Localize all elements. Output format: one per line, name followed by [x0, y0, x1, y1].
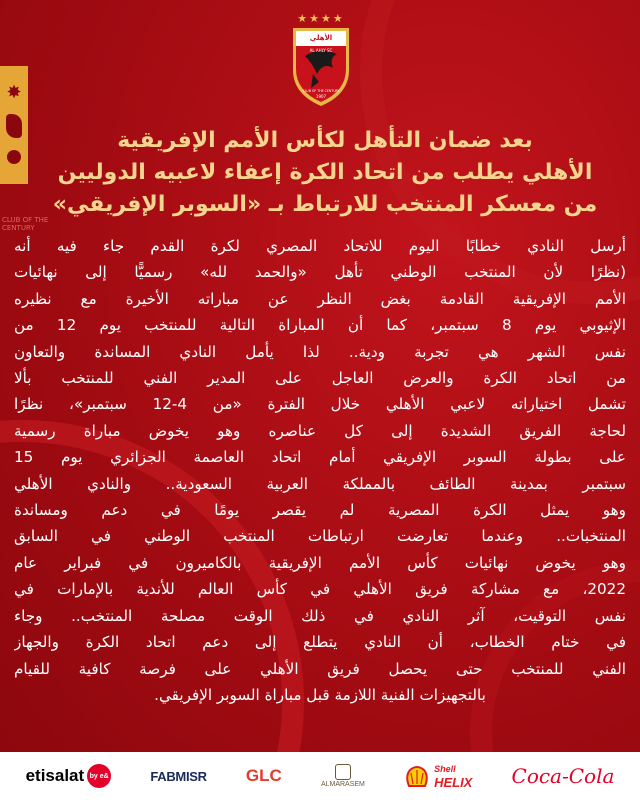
article-line: (نظرًا لأن المنتخب الوطني تأهل «والحمد لله» رسميًّا إلى نهائيات: [14, 263, 626, 282]
almarasem-label: ALMARASEM: [320, 781, 365, 788]
article-line: 2022، مع مشاركة فريق الأهلي في كأس العالم للأندية بالإمارات في: [14, 580, 626, 599]
article-line: أرسل النادي خطابًا اليوم للاتحاد المصري لكرة القدم جاء فيه أنه: [14, 237, 626, 255]
article-line: المنتخبات.. وعندما تعارضت ارتباطات المنتخب الوطني في السابق: [14, 527, 626, 546]
headline-line: بعد ضمان التأهل لكأس الأمم الإفريقية: [117, 128, 533, 153]
svg-text:AL AHLY SC: AL AHLY SC: [309, 48, 333, 53]
article-line: الإثيوبي يوم 8 سبتمبر، كما أن المباراة التالية للمنتخب يوم 12 من: [14, 316, 626, 335]
article-line: وهو يخوض نهائيات كأس الأمم الإفريقية بالكاميرون في فبراير عام: [14, 553, 626, 572]
svg-text:CLUB OF THE CENTURY: CLUB OF THE CENTURY: [302, 89, 340, 93]
article-line: وهو يمثل الكرة المصرية لم يقصر يومًا في دعم ومساندة: [14, 501, 626, 520]
article-line: نفس التوقيت، آثر النادي في ذلك الوقت مصلحة المنتخب.. وجاء: [14, 606, 626, 625]
sponsor-shell-helix[interactable]: [404, 763, 472, 789]
article-line: تشمل اختياراته لاعبي الأهلي خلال الفترة «من 4-12 سبتمبر»، نظرًا: [14, 395, 626, 414]
sponsor-almarasem[interactable]: [321, 764, 365, 788]
article-line: نفس الشهر هي تجربة ودية.. لذا يأمل النادي المساندة والتعاون: [14, 342, 626, 361]
etisalat-logo: etisalat: [25, 766, 85, 785]
e-and-badge-icon: by e&: [87, 764, 111, 788]
headline: [30, 125, 620, 221]
article-line: الأمم الإفريقية القادمة بغض النظر عن مباراته الأخيرة مع نظيره: [14, 289, 626, 308]
article-line: لحاجة الفريق الشديدة إلى كل عناصره وهو يخوض مباراة رسمية: [14, 421, 626, 440]
headline-line: الأهلي يطلب من اتحاد الكرة إعفاء لاعبيه الدوليين: [57, 160, 593, 185]
almarasem-icon: [335, 764, 351, 780]
sponsors-bar: [0, 752, 640, 800]
sponsor-etisalat[interactable]: [26, 764, 112, 788]
club-crest: [283, 12, 359, 108]
eagle-icon: [6, 114, 22, 138]
svg-text:1907: 1907: [315, 94, 327, 99]
article-body: [14, 233, 626, 708]
article-line: سبتمبر بمدينة الطائف بالمملكة العربية السعودية.. والنادي الأهلي: [14, 474, 626, 493]
al-ahly-crest-icon: [283, 12, 359, 108]
helix-logo: Shell HELIX: [434, 764, 473, 790]
sponsor-fabmisr[interactable]: FABMISR: [150, 768, 207, 784]
article-line: على بطولة السوبر الإفريقي أمام اتحاد العاصمة الجزائري يوم 15: [14, 448, 626, 467]
sponsor-cocacola[interactable]: Coca-Cola: [511, 764, 615, 788]
ball-icon: [7, 150, 21, 164]
sponsor-glc[interactable]: GLC: [245, 766, 282, 785]
headline-line: من معسكر المنتخب للارتباط بـ «السوبر الإفريقي»: [52, 192, 598, 217]
star-icon: ✸: [6, 82, 22, 103]
article-line: الفني للمنتخب حتى يحصل فريق الأهلي على فرصة كافية للقيام: [14, 659, 626, 678]
article-line: بالتجهيزات الفنية اللازمة قبل مباراة السوبر الإفريقي.: [154, 685, 486, 704]
side-caption: CLUB OF THE CENTURY: [2, 216, 49, 232]
article-line: من اتحاد الكرة والعرض العاجل على المدير الفني للمنتخب بألا: [14, 369, 626, 388]
shell-icon: [404, 764, 430, 788]
svg-text:الأهلي: الأهلي: [309, 34, 333, 42]
article-line: في ختام الخطاب، أن النادي يتطلع إلى دعم اتحاد الكرة والجهاز: [14, 633, 626, 652]
stars-row: ★★★★: [297, 12, 345, 25]
